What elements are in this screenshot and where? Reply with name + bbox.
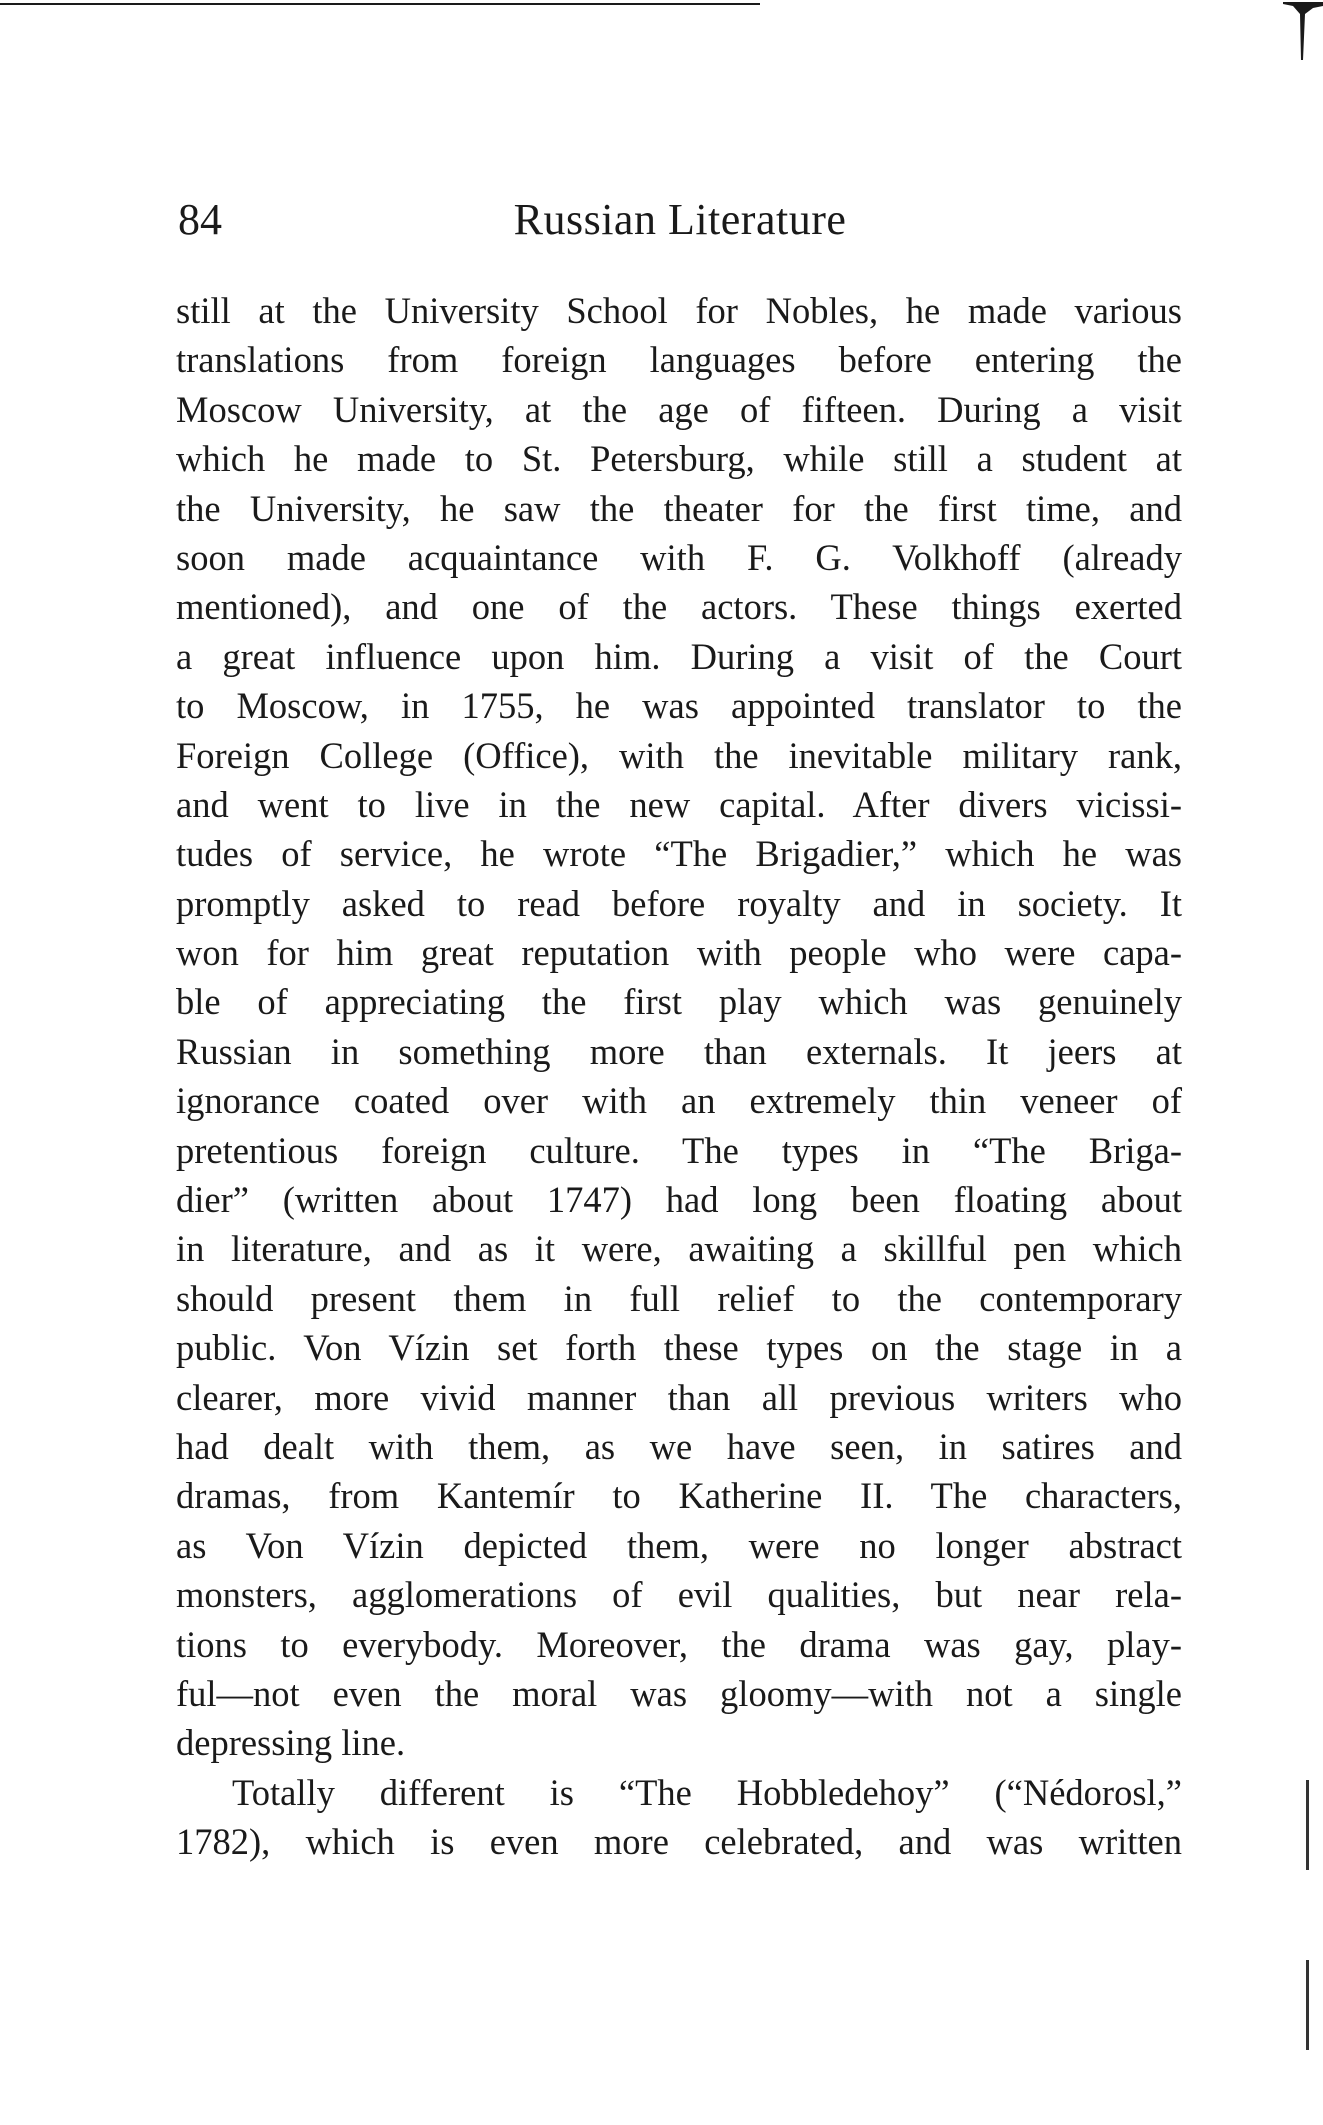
text-line: to Moscow, in 1755, he was appointed translator to the — [176, 685, 1182, 727]
text-line: promptly asked to read before royalty and in society. It — [176, 882, 1182, 924]
text-line: tudes of service, he wrote “The Brigadier,” which he was — [176, 833, 1182, 875]
text-line: won for him great reputation with people who were capa- — [176, 932, 1182, 974]
right-edge-mark — [1306, 1780, 1309, 1870]
text-line: in literature, and as it were, awaiting a skillful pen which — [176, 1228, 1182, 1270]
text-line: still at the University School for Nobles, he made various — [176, 290, 1182, 331]
text-line: which he made to St. Petersburg, while still a student at — [176, 438, 1182, 480]
text-line: tions to everybody. Moreover, the drama was gay, play- — [176, 1623, 1182, 1665]
corner-mark-icon — [1283, 0, 1323, 60]
text-line: ble of appreciating the first play which was genuinely — [176, 981, 1182, 1023]
text-line: soon made acquaintance with F. G. Volkhoff (already — [176, 536, 1182, 578]
page-header — [178, 190, 1182, 250]
text-line: Moscow University, at the age of fifteen. During a visit — [176, 388, 1182, 430]
text-line: the University, he saw the theater for the first time, and — [176, 487, 1182, 529]
text-line: as Von Vízin depicted them, were no longer abstract — [176, 1524, 1182, 1566]
paragraph-first-line: Totally different is “The Hobbledehoy” (“Nédorosl,” — [232, 1771, 1182, 1813]
text-line: Foreign College (Office), with the inevitable military rank, — [176, 734, 1182, 776]
text-line: dramas, from Kantemír to Katherine II. The characters, — [176, 1475, 1182, 1517]
text-line: clearer, more vivid manner than all previous writers who — [176, 1376, 1182, 1418]
top-edge-rule — [0, 3, 760, 5]
page-number: 84 — [178, 195, 222, 244]
text-line: public. Von Vízin set forth these types on the stage in a — [176, 1327, 1182, 1369]
text-line: mentioned), and one of the actors. These things exerted — [176, 586, 1182, 628]
text-line: 1782), which is even more celebrated, and was written — [176, 1821, 1182, 1863]
running-title: Russian Literature — [513, 195, 847, 244]
text-line: ful—not even the moral was gloomy—with not a single — [176, 1672, 1182, 1714]
text-line: ignorance coated over with an extremely thin veneer of — [176, 1080, 1182, 1122]
text-line: and went to live in the new capital. After divers vicissi- — [176, 783, 1182, 825]
text-line: a great influence upon him. During a visit of the Court — [176, 635, 1182, 677]
text-line: translations from foreign languages before entering the — [176, 339, 1182, 381]
text-line: depressing line. — [176, 1722, 406, 1764]
text-line: had dealt with them, as we have seen, in satires and — [176, 1425, 1182, 1467]
text-line: dier” (written about 1747) had long been floating about — [176, 1179, 1182, 1221]
text-line: pretentious foreign culture. The types in “The Briga- — [176, 1129, 1182, 1171]
text-line: monsters, agglomerations of evil qualities, but near rela- — [176, 1574, 1182, 1616]
right-edge-mark — [1306, 1960, 1309, 2050]
text-line: should present them in full relief to the contemporary — [176, 1277, 1182, 1319]
body-text — [176, 286, 1182, 1867]
text-line: Russian in something more than externals. It jeers at — [176, 1030, 1182, 1072]
